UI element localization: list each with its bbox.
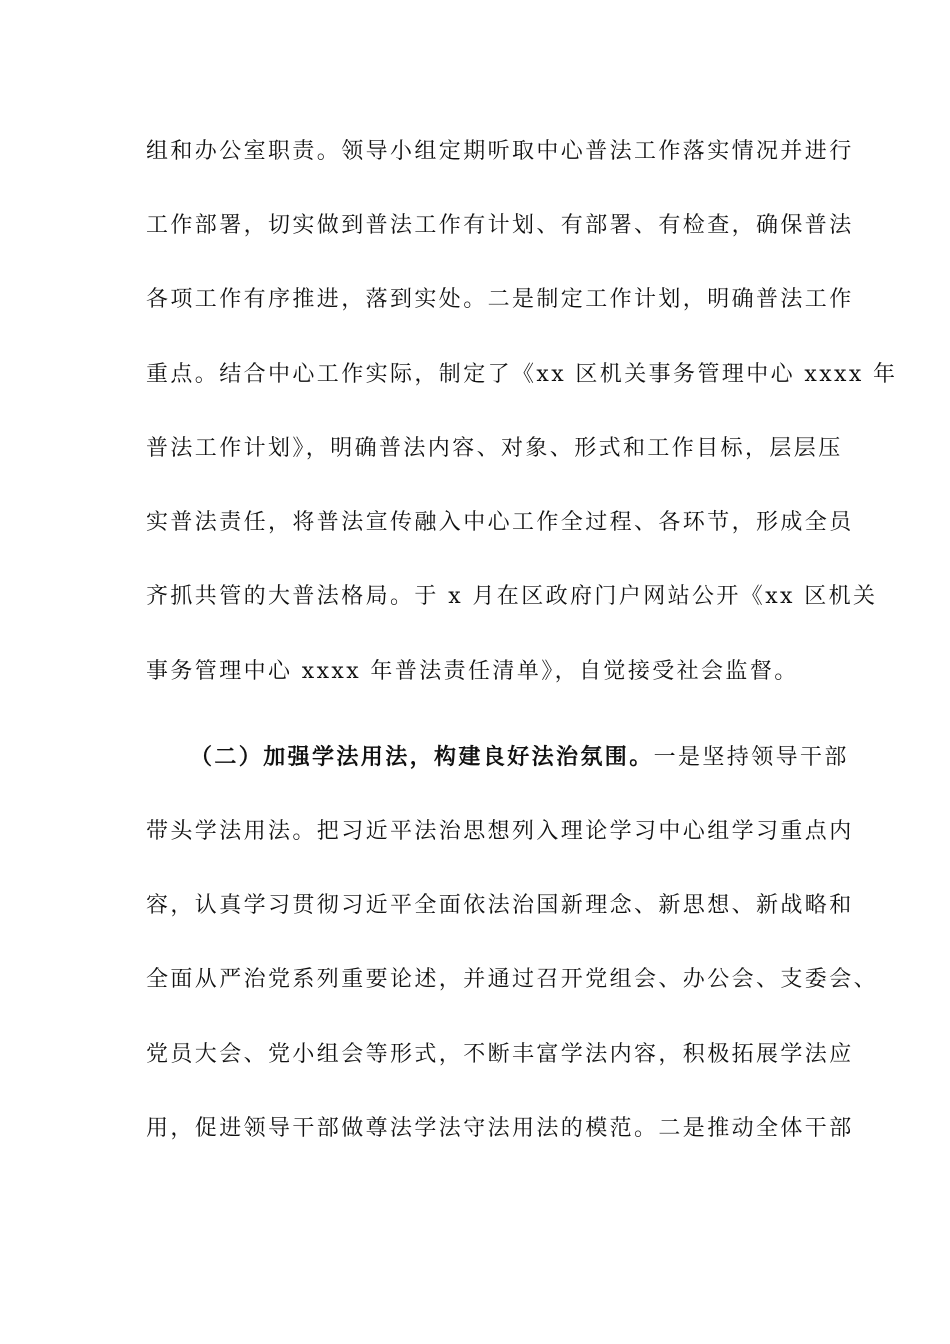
paragraph-1-line-8: 事务管理中心 xxxx 年普法责任清单》，自觉接受社会监督。 (146, 659, 799, 684)
paragraph-1-line-7: 齐抓共管的大普法格局。于 x 月在区政府门户网站公开《xx 区机关 (146, 584, 878, 609)
paragraph-2-line-6: 用，促进领导干部做尊法学法守法用法的模范。二是推动全体干部 (146, 1116, 854, 1141)
paragraph-1-line-3: 各项工作有序推进，落到实处。二是制定工作计划，明确普法工作 (146, 287, 854, 312)
paragraph-1-line-1: 组和办公室职责。领导小组定期听取中心普法工作落实情况并进行 (146, 139, 854, 164)
paragraph-1-line-4: 重点。结合中心工作实际，制定了《xx 区机关事务管理中心 xxxx 年 (146, 362, 898, 387)
paragraph-1-line-2: 工作部署，切实做到普法工作有计划、有部署、有检查，确保普法 (146, 213, 854, 238)
section-heading: （二）加强学法用法，构建良好法治氛围。 (190, 744, 654, 770)
paragraph-2-line-3: 容，认真学习贯彻习近平全面依法治国新理念、新思想、新战略和 (146, 893, 854, 918)
paragraph-2-line-2: 带头学法用法。把习近平法治思想列入理论学习中心组学习重点内 (146, 819, 854, 844)
paragraph-2-line-1 (190, 737, 870, 777)
paragraph-2-line-5: 党员大会、党小组会等形式，不断丰富学法内容，积极拓展学法应 (146, 1042, 854, 1067)
paragraph-2-first-line-text: 一是坚持领导干部 (653, 745, 849, 770)
paragraph-1-line-5: 普法工作计划》，明确普法内容、对象、形式和工作目标，层层压 (146, 436, 843, 461)
paragraph-2-line-4: 全面从严治党系列重要论述，并通过召开党组会、办公会、支委会、 (146, 967, 879, 992)
paragraph-1-line-6: 实普法责任，将普法宣传融入中心工作全过程、各环节，形成全员 (146, 510, 854, 535)
